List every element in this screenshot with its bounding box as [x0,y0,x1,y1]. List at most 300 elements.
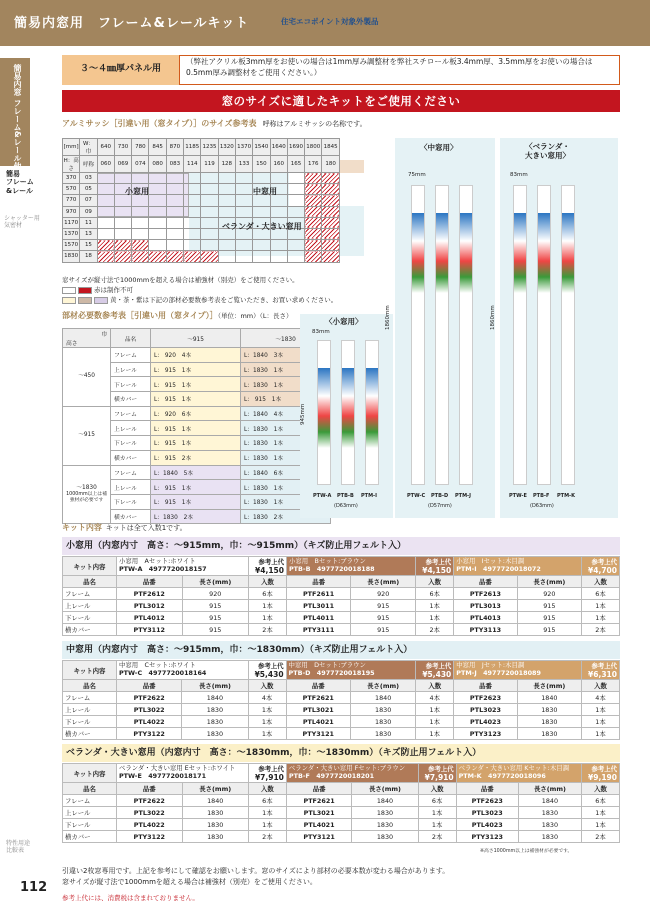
illus-mid-width: 75mm [408,172,426,178]
set-kit-row [63,661,620,680]
set-table [62,763,620,843]
kit-name[interactable] [286,661,416,680]
size-cell [149,184,166,195]
part-qty: 4本 [248,692,286,704]
mid-product-code: PTB-D [431,493,449,499]
col-header: 長さ(mm) [518,783,581,795]
part-name: 下レール [63,716,117,728]
size-header-cell: 1640 [270,139,287,156]
parts-unit: （単位：mm）（L：長さ） [217,312,293,320]
part-qty: 4本 [582,692,620,704]
kit-code: PTB-F 4977720018201 [288,772,375,780]
size-row-label: 18 [80,251,97,262]
alu-note: 呼称はアルミサッシの名称です。 [262,120,367,128]
col-header: 入数 [582,680,620,692]
size-cell [270,240,287,251]
parts-header-corner [63,329,111,348]
part-code: PTF2621 [286,795,351,807]
part-length: 915 [182,612,248,624]
kit-name[interactable] [454,661,582,680]
part-name: フレーム [63,795,117,807]
part-qty: 6本 [416,588,454,600]
size-cell [305,217,322,228]
kit-name[interactable] [287,557,416,576]
part-qty: 1本 [416,704,454,716]
part-code: PTL3023 [454,704,517,716]
size-row-label: 09 [80,206,97,217]
parts-val-1830: L：1830 2本 [241,509,331,524]
kit-price-value: ¥4,150 [255,566,284,575]
part-code: PTL3013 [454,600,517,612]
part-code: PTF2621 [286,692,350,704]
parts-val-915: L： 915 1本 [151,421,241,436]
parts-name: 横カバー [111,450,151,465]
size-row-label: 770 [63,195,80,206]
size-note-2 [62,285,337,295]
kit-code: PTB-D 4977720018195 [288,669,375,677]
part-name: 上レール [63,600,117,612]
size-cell [149,173,166,184]
part-qty: 1本 [582,819,620,831]
parts-name: 横カバー [111,392,151,407]
kit-code: PTB-B 4977720018188 [289,565,375,573]
alu-title [62,118,367,129]
kit-code: PTM-K 4977720018096 [458,772,546,780]
kit-price-label: 参考上代 [258,558,284,566]
set-part-row [63,819,620,831]
part-qty: 1本 [418,807,456,819]
parts-val-1830: L：1830 1本 [241,421,331,436]
size-cell [97,228,114,239]
size-cell [270,173,287,184]
kit-name[interactable] [454,557,582,576]
part-code: PTL4012 [117,612,183,624]
col-header: 入数 [582,783,620,795]
parts-val-1830: L：1830 1本 [241,494,331,509]
size-cell [322,251,339,262]
parts-header-cell: ～1830 [241,329,331,348]
set-part-row [63,716,620,728]
kit-name[interactable] [456,764,581,783]
illus-mid-height: 1860mm [385,305,391,330]
size-cell [322,217,339,228]
part-length: 1830 [352,807,418,819]
kit-code: PTW-A 4977720018157 [119,565,207,573]
size-cell [149,251,166,262]
part-length: 1840 [517,692,581,704]
part-name: 横カバー [63,831,117,843]
size-row [63,251,340,262]
part-code: PTF2613 [454,588,517,600]
part-length: 1830 [182,728,248,740]
part-length: 1840 [182,692,248,704]
part-code: PTL4011 [287,612,351,624]
kit-name[interactable] [286,764,418,783]
set-part-row [63,831,620,843]
part-code: PTL4022 [117,819,183,831]
size-cell [166,240,183,251]
mid-product-code: PTM-J [455,493,471,499]
col-header: 入数 [248,783,286,795]
size-row-label: 1170 [63,217,80,228]
part-length: 1830 [517,704,581,716]
part-code: PTF2623 [456,795,518,807]
col-header: 長さ(mm) [352,783,418,795]
set-col-header-row [63,680,620,692]
part-qty: 6本 [248,795,286,807]
col-header: 長さ(mm) [517,680,581,692]
size-cell [287,240,304,251]
set-col-header-row [63,576,620,588]
parts-title [62,310,292,321]
size-header-cell: 1540 [253,139,270,156]
parts-val-1830: L：1830 1本 [241,377,331,392]
part-code: PTL4021 [286,819,351,831]
kit-title [62,522,187,533]
size-row-label: 03 [80,173,97,184]
part-code: PTL3022 [117,704,182,716]
size-header-cell: W：巾 [80,139,97,156]
part-length: 1840 [518,795,581,807]
parts-val-915: L： 915 1本 [151,392,241,407]
kit-name-text: 中窓用 Jセット:木目調 [456,661,525,670]
size-header-cell: 1185 [184,139,201,156]
part-code: PTF2622 [117,795,183,807]
kit-price [416,557,454,576]
kit-price-value: ¥5,430 [422,670,452,679]
parts-val-1830: L：1830 1本 [241,436,331,451]
size-cell [322,195,339,206]
size-cell [218,206,235,217]
size-header-cell: 870 [166,139,183,156]
kit-code: PTW-E 4977720018171 [119,772,207,780]
size-cell [305,251,322,262]
parts-name: 横カバー [111,509,151,524]
kit-name-text: ベランダ・大きい窓用 Eセット:ホワイト [119,764,236,773]
parts-val-915: L： 915 1本 [151,377,241,392]
size-cell [166,184,183,195]
kit-price-value: ¥9,190 [588,773,617,782]
parts-name: 下レール [111,436,151,451]
kit-code: PTM-I 4977720018072 [456,565,541,573]
kit-price-label: 参考上代 [257,662,284,670]
part-length: 915 [182,624,248,636]
panel-label: ３～４㎜厚パネル用 [62,55,180,85]
size-cell [201,240,218,251]
part-qty: 2本 [249,624,287,636]
part-code: PTY3121 [286,831,351,843]
parts-name: フレーム [111,406,151,421]
kit-price-value: ¥6,310 [588,670,617,679]
kit-price-label: 参考上代 [258,765,284,773]
parts-row [63,406,331,421]
parts-height [63,406,111,465]
col-header: 入数 [582,576,620,588]
part-length: 1830 [350,728,415,740]
part-code: PTY3123 [454,728,517,740]
parts-val-915: L：1830 2本 [151,509,241,524]
part-code: PTY3122 [117,831,183,843]
parts-name: フレーム [111,348,151,363]
kit-price-label: 参考上代 [428,765,454,773]
part-code: PTF2623 [454,692,517,704]
size-cell [97,217,114,228]
kit-code: PTM-J 4977720018089 [456,669,541,677]
size-cell [184,195,201,206]
part-qty: 2本 [416,624,454,636]
set-kit-row [63,764,620,783]
part-qty: 1本 [248,819,286,831]
size-cell [97,184,114,195]
size-note-3 [62,295,337,305]
col-header: 品番 [454,680,517,692]
size-cell [149,217,166,228]
size-cell [305,173,322,184]
size-row-label: 13 [80,228,97,239]
kit-code: PTW-C 4977720018164 [119,669,207,677]
size-cell [218,251,235,262]
parts-name: 上レール [111,480,151,495]
set-part-row [63,728,620,740]
part-qty: 1本 [416,612,454,624]
size-cell [253,240,270,251]
size-cell [322,184,339,195]
parts-val-915: L： 920 4本 [151,348,241,363]
big-stick-label [538,213,550,293]
small-product-code: PTW-A [313,493,332,499]
part-qty: 1本 [249,612,287,624]
parts-height-val: ～450 [78,373,95,380]
kit-name[interactable] [117,764,249,783]
side-current[interactable]: 簡易 フレーム &レール [6,170,34,195]
parts-val-915: L： 915 1本 [151,494,241,509]
kit-name[interactable] [117,661,249,680]
size-row [63,184,340,195]
zone-big-label: ベランダ・大きい窓用 [222,222,302,231]
parts-title-text: 部材必要数参考表［引違い用（窓タイプ）］ [62,311,218,320]
size-cell [149,195,166,206]
part-qty: 1本 [582,600,620,612]
size-note-1: 窓サイズが縦寸法で1000mmを超える場合は補強材（別売）をご使用ください。 [62,276,299,284]
swatch-red [78,287,92,294]
size-cell [201,251,218,262]
parts-header-row [63,329,331,348]
size-cell [97,206,114,217]
set-part-row [63,807,620,819]
swatch-brown [78,297,92,304]
size-header-cell: 069 [114,156,131,173]
part-length: 1830 [182,831,248,843]
part-length: 1840 [352,795,418,807]
part-qty: 2本 [582,831,620,843]
part-code: PTL3021 [286,704,350,716]
size-cell [114,173,131,184]
mid-stick-label [436,213,448,293]
part-qty: 2本 [418,831,456,843]
side-shutter[interactable]: シャッター用 気密材 [4,215,40,230]
kit-price [249,557,287,576]
col-hinmei: 品名 [63,576,117,588]
col-header: 長さ(mm) [350,680,415,692]
part-length: 920 [351,588,416,600]
kit-price-value: ¥4,700 [588,566,617,575]
kit-name[interactable] [117,557,249,576]
set-part-row [63,612,620,624]
part-length: 1830 [518,831,581,843]
size-cell [114,240,131,251]
part-name: 上レール [63,807,117,819]
size-header-cell: 1370 [235,139,252,156]
size-header-cell: 060 [97,156,114,173]
col-header: 品番 [117,680,182,692]
size-cell [201,184,218,195]
part-qty: 1本 [416,728,454,740]
size-header-cell: 133 [235,156,252,173]
illus-small-caption: 〈小窓用〉 [325,317,363,326]
kit-name-text: 小窓用 Iセット:木目調 [456,557,525,566]
size-cell [201,173,218,184]
parts-val-1830: L：1830 1本 [241,480,331,495]
size-header-cell: 180 [322,156,339,173]
size-cell [201,228,218,239]
size-cell [235,206,252,217]
size-header-cell: 119 [201,156,218,173]
kit-price [582,764,620,783]
part-length: 915 [351,600,416,612]
part-code: PTY3121 [286,728,350,740]
kit-name-text: 中窓用 Dセット:ブラウン [288,661,366,670]
kit-price [248,764,286,783]
size-cell [322,240,339,251]
col-header: 入数 [416,576,454,588]
swatch-white [62,287,76,294]
size-header-cell: 083 [166,156,183,173]
parts-height-val: ～1830 [76,485,97,492]
size-cell [97,240,114,251]
side-bottom[interactable]: 特性用途 比較表 [6,840,31,855]
size-note [62,275,337,305]
parts-val-915: L： 915 1本 [151,436,241,451]
big-stick-label [514,213,526,293]
parts-val-1830: L： 915 1本 [241,392,331,407]
parts-height [63,465,111,524]
footer-line-2: 窓サイズが縦寸法で1000mmを超える場合は補強材（別売）をご使用ください。 [62,877,317,886]
size-header-row [63,156,340,173]
part-name: 横カバー [63,624,117,636]
col-header: 品番 [286,783,351,795]
parts-name: 下レール [111,377,151,392]
size-cell [166,173,183,184]
part-code: PTY3112 [117,624,183,636]
parts-header-cell: ～915 [151,329,241,348]
size-cell [270,251,287,262]
size-cell [97,173,114,184]
col-hinmei: 品名 [63,680,117,692]
size-header-cell: 730 [114,139,131,156]
small-stick-label [342,368,354,448]
size-cell [166,251,183,262]
size-cell [149,228,166,239]
page-title: 簡易内窓用 フレーム&レールキット [14,16,250,31]
swatch-purple [94,297,108,304]
size-cell [114,251,131,262]
part-code: PTL3023 [456,807,518,819]
part-code: PTL3012 [117,600,183,612]
size-header-cell: 1800 [305,139,322,156]
set-part-row [63,588,620,600]
kit-price-label: 参考上代 [591,765,617,773]
part-length: 1830 [517,728,581,740]
kit-name-text: ベランダ・大きい窓用 Fセット:ブラウン [288,764,406,773]
part-name: 下レール [63,612,117,624]
parts-row [63,348,331,363]
size-cell [305,184,322,195]
part-qty: 2本 [248,831,286,843]
note-1000: ※高さ1000mm以上は補強材が必要です。 [480,849,573,854]
size-cell [235,195,252,206]
size-cell [287,184,304,195]
kitno-label: キット内容 [63,661,117,680]
size-cell [322,228,339,239]
size-cell [201,206,218,217]
kit-price [416,661,454,680]
set-section-title: 小窓用（内窓内寸 高さ：～915mm，巾：～915mm）（キズ防止用フェルト入） [62,537,620,555]
size-cell [166,217,183,228]
size-cell [218,173,235,184]
part-code: PTL3011 [287,600,351,612]
big-product-code: PTW-E [509,493,527,499]
side-tab-active[interactable]: 簡易内窓 フレーム&レール他 [0,58,30,166]
part-qty: 2本 [582,624,620,636]
part-code: PTY3122 [117,728,182,740]
set-section [62,744,620,844]
kit-price [418,764,456,783]
part-qty: 1本 [582,716,620,728]
size-header-cell: 128 [218,156,235,173]
parts-name: 下レール [111,494,151,509]
part-qty: 1本 [248,728,286,740]
col-header: 長さ(mm) [182,576,248,588]
size-cell [149,206,166,217]
col-header: 入数 [416,680,454,692]
size-cell [235,184,252,195]
size-cell [166,228,183,239]
eco-note: 住宅エコポイント対象外製品 [281,17,379,26]
size-banner: 窓のサイズに適したキットをご使用ください [62,90,620,112]
small-product-code: PTB-B [337,493,354,499]
part-code: PTL4013 [454,612,517,624]
part-qty: 1本 [582,612,620,624]
size-row-label: 1370 [63,228,80,239]
parts-val-915: L： 915 2本 [151,450,241,465]
size-cell [218,240,235,251]
size-cell [305,228,322,239]
part-code: PTL4021 [286,716,350,728]
parts-name: 上レール [111,362,151,377]
part-length: 1830 [352,819,418,831]
parts-val-915: L： 920 6本 [151,406,241,421]
size-header-cell: 160 [270,156,287,173]
panel-note: （弊社アクリル板3mm厚をお使いの場合は1mm厚み調整材を弊社スチロール板3.4mm厚、3.5mm厚をお使いの場合は0.5mm厚み調整材をご使用ください。） [186,57,593,77]
part-length: 1840 [350,692,415,704]
part-qty: 1本 [248,704,286,716]
mid-depth: (D57mm) [428,503,452,509]
size-cell [253,206,270,217]
kitno-label: キット内容 [63,557,117,576]
size-header-cell: 1235 [201,139,218,156]
size-cell [287,206,304,217]
part-length: 1830 [182,716,248,728]
